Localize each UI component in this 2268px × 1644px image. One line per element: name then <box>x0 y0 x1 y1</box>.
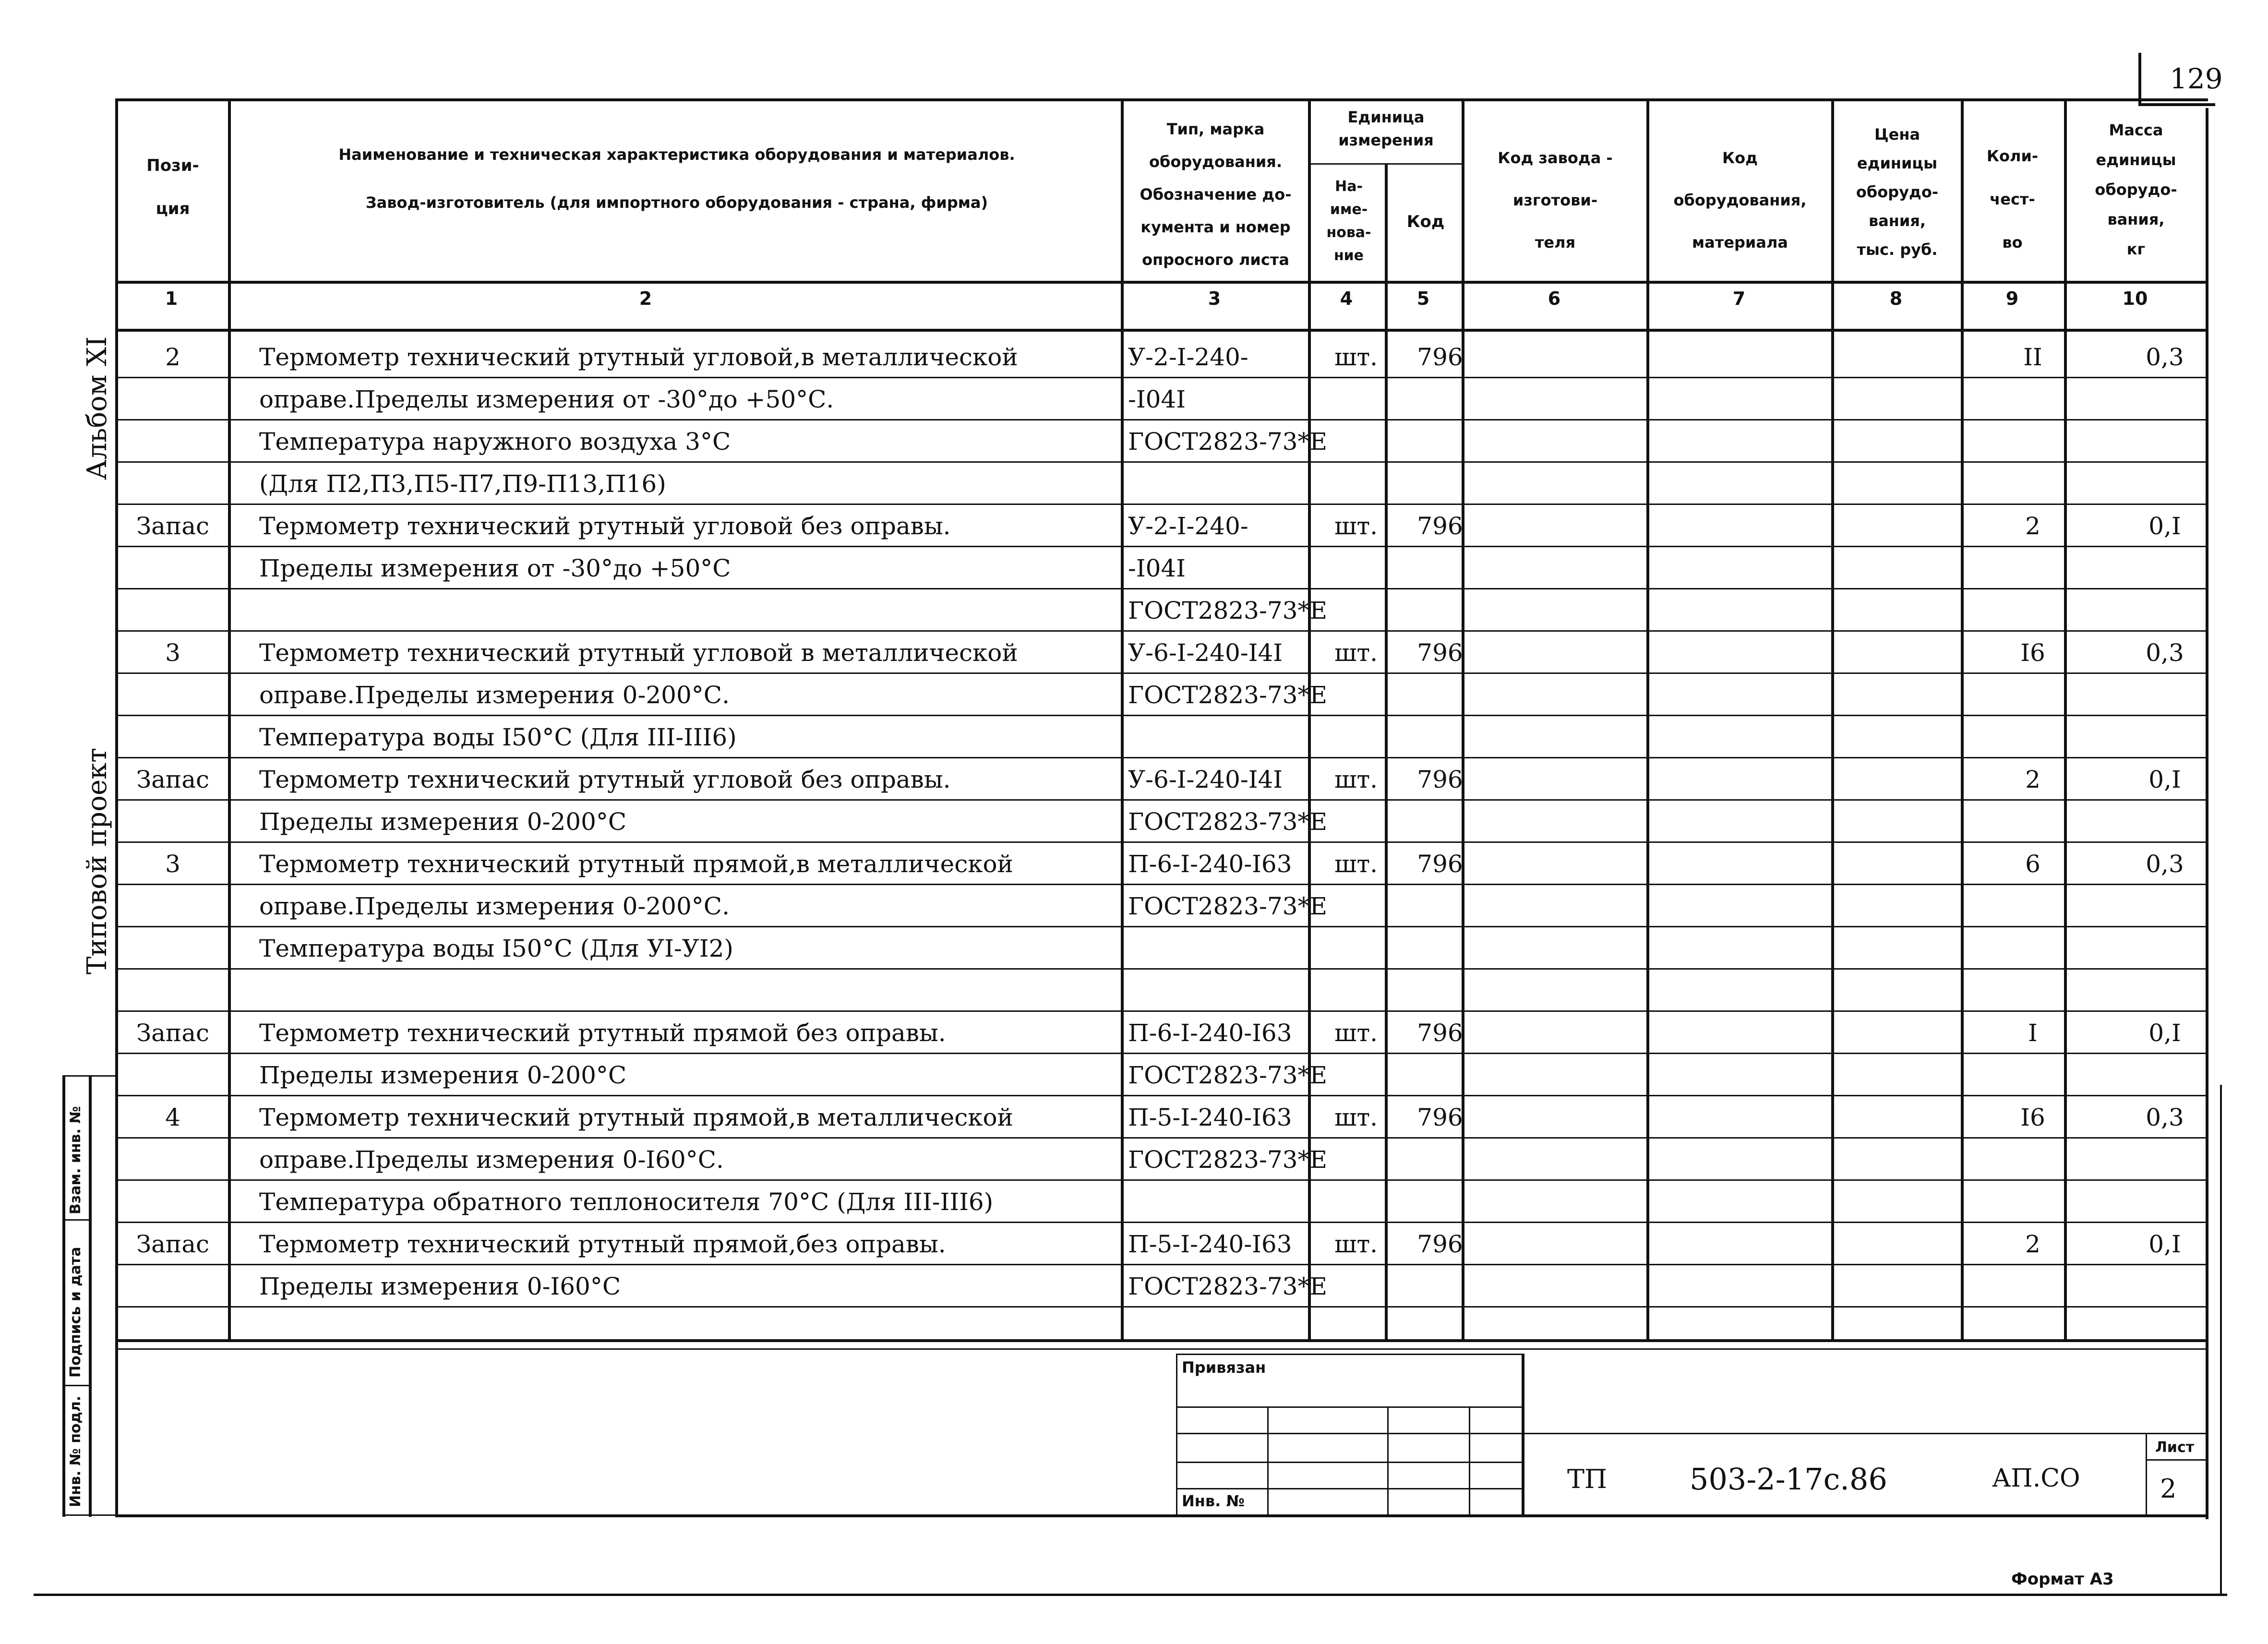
cell-unit <box>1315 1139 1397 1181</box>
column-number-5: 5 <box>1416 288 1430 309</box>
cell-unit-code: 796 <box>1417 1019 1463 1047</box>
cell-name: Температура обратного теплоносителя 70°С (Для III-III6) <box>259 1188 994 1216</box>
cell-unit <box>1315 970 1397 1012</box>
cell-unit: шт. <box>1334 850 1378 878</box>
table-row <box>115 674 2208 716</box>
bound-box-col1 <box>1267 1406 1269 1517</box>
table-row <box>115 1181 2208 1223</box>
title-row-top <box>1522 1433 2208 1434</box>
cell-unit <box>1315 420 1397 463</box>
table-row <box>115 716 2208 758</box>
cell-unit <box>1315 1181 1397 1223</box>
column-number-9: 9 <box>2005 288 2019 309</box>
cell-unit-code: 796 <box>1417 343 1463 371</box>
cell-mass <box>2098 1181 2232 1223</box>
unit-group-divider <box>1308 163 1462 165</box>
table-row <box>115 420 2208 463</box>
cell-unit-code <box>1387 1181 1493 1223</box>
cell-position <box>115 378 230 420</box>
cell-unit: шт. <box>1334 639 1378 667</box>
cell-type: ГОСТ2823-73*Е <box>1128 1061 1327 1089</box>
cell-position: 3 <box>165 850 180 878</box>
table-row <box>115 1139 2208 1181</box>
cell-name: (Для П2,П3,П5-П7,П9-П13,П16) <box>259 470 666 498</box>
cell-name: Термометр технический ртутный угловой,в металлической <box>259 343 1018 371</box>
table-row <box>115 1054 2208 1096</box>
table-row <box>115 885 2208 927</box>
table-row <box>115 463 2208 505</box>
cell-unit-code <box>1387 1139 1493 1181</box>
cell-mass: 0,I <box>2148 1230 2181 1258</box>
table-frame-bottom <box>115 1514 2208 1517</box>
cell-name: оправе.Пределы измерения 0-200°С. <box>259 892 730 920</box>
cell-quantity <box>1978 927 2088 970</box>
table-row <box>115 1012 2208 1054</box>
page-number-box-left <box>2138 53 2141 106</box>
bound-box-top <box>1176 1354 1522 1355</box>
cell-type: ГОСТ2823-73*Е <box>1128 1146 1327 1174</box>
table-row <box>115 1223 2208 1265</box>
cell-unit-code <box>1387 589 1493 632</box>
header-name-line2: Завод-изготовитель (для импортного оборудования - страна, фирма) <box>365 193 988 212</box>
cell-unit <box>1315 589 1397 632</box>
cell-mass: 0,I <box>2148 512 2181 540</box>
cell-type <box>1128 1308 1310 1350</box>
cell-unit-code <box>1387 463 1493 505</box>
cell-name: оправе.Пределы измерения 0-200°С. <box>259 681 730 709</box>
cell-mass: 0,3 <box>2146 1104 2184 1131</box>
table-row <box>115 801 2208 843</box>
table-row <box>115 843 2208 885</box>
cell-unit-code <box>1387 801 1493 843</box>
page-number: 129 <box>2170 62 2223 95</box>
column-number-6: 6 <box>1548 288 1561 309</box>
column-numbers-bottom <box>115 329 2208 332</box>
cell-quantity <box>1978 420 2088 463</box>
table-row <box>115 336 2208 378</box>
cell-unit <box>1315 378 1397 420</box>
cell-unit-code <box>1387 674 1493 716</box>
cell-quantity: I <box>2028 1019 2038 1047</box>
cell-unit-code <box>1387 885 1493 927</box>
cell-quantity <box>1978 1139 2088 1181</box>
cell-quantity: 6 <box>2025 850 2040 878</box>
cell-mass: 0,3 <box>2146 850 2184 878</box>
header-quantity: Коли- чест- во <box>1986 147 2039 252</box>
cell-type: П-6-I-240-I63 <box>1128 1019 1292 1047</box>
left-strip-bottom <box>62 1514 115 1516</box>
table-row <box>115 927 2208 970</box>
cell-name: Пределы измерения 0-200°С <box>259 1061 627 1089</box>
sheet-box-divider <box>2146 1459 2208 1461</box>
cell-unit: шт. <box>1334 766 1378 793</box>
table-row <box>115 970 2208 1012</box>
cell-type <box>1128 1181 1310 1223</box>
sheet-label: Лист <box>2155 1439 2195 1456</box>
cell-name: Термометр технический ртутный угловой без оправы. <box>259 512 951 540</box>
cell-mass: 0,3 <box>2146 639 2184 667</box>
cell-mass <box>2098 1139 2232 1181</box>
table-row <box>115 505 2208 547</box>
cell-position: 4 <box>165 1104 180 1131</box>
cell-type: У-2-I-240- <box>1128 512 1248 540</box>
inv-sub-label: Инв. № подл. <box>67 1395 84 1507</box>
cell-quantity <box>1978 970 2088 1012</box>
left-strip-top <box>62 1075 115 1077</box>
album-label: Альбом XI <box>82 336 113 480</box>
cell-position: 3 <box>165 639 180 667</box>
cell-unit <box>1315 1054 1397 1096</box>
cell-position <box>115 1308 230 1350</box>
cell-quantity <box>1978 801 2088 843</box>
bottom-rule <box>34 1594 2227 1596</box>
cell-position <box>115 420 230 463</box>
header-equipment-code: Код оборудования, материала <box>1673 149 1807 252</box>
cell-position <box>115 1181 230 1223</box>
cell-mass <box>2098 420 2232 463</box>
table-row <box>115 547 2208 589</box>
cell-type: ГОСТ2823-73*Е <box>1128 597 1327 624</box>
cell-position <box>115 1265 230 1308</box>
cell-type: ГОСТ2823-73*Е <box>1128 808 1327 836</box>
cell-unit <box>1315 801 1397 843</box>
cell-quantity: I6 <box>2020 1104 2045 1131</box>
header-factory-code: Код завода - изготови- теля <box>1498 149 1613 252</box>
cell-unit <box>1315 547 1397 589</box>
table-row <box>115 1265 2208 1308</box>
right-margin-rule <box>2220 1085 2222 1594</box>
cell-quantity <box>1978 589 2088 632</box>
cell-type <box>1128 927 1310 970</box>
cell-quantity: 2 <box>2025 512 2040 540</box>
header-type: Тип, марка оборудования. Обозначение до- кумента и номер опросного листа <box>1140 120 1292 269</box>
cell-unit-code: 796 <box>1417 766 1463 793</box>
cell-unit-code <box>1387 1265 1493 1308</box>
cell-type: -I04I <box>1128 385 1186 413</box>
bound-label: Привязан <box>1182 1358 1266 1377</box>
cell-type: ГОСТ2823-73*Е <box>1128 892 1327 920</box>
cell-position <box>115 716 230 758</box>
column-number-10: 10 <box>2122 288 2148 309</box>
cell-name: Термометр технический ртутный прямой,в металлической <box>259 850 1013 878</box>
cell-mass <box>2098 547 2232 589</box>
cell-unit-code <box>1387 927 1493 970</box>
cell-unit-code: 796 <box>1417 639 1463 667</box>
cell-mass <box>2098 927 2232 970</box>
cell-name: Термометр технический ртутный угловой без оправы. <box>259 766 951 793</box>
cell-mass <box>2098 716 2232 758</box>
cell-mass <box>2098 1308 2232 1350</box>
cell-mass: 0,I <box>2148 766 2181 793</box>
cell-mass <box>2098 463 2232 505</box>
cell-type: У-6-I-240-I4I <box>1128 766 1283 793</box>
table-row <box>115 1308 2208 1350</box>
cell-mass <box>2098 674 2232 716</box>
cell-quantity <box>1978 547 2088 589</box>
cell-name: Термометр технический ртутный прямой,без оправы. <box>259 1230 946 1258</box>
cell-quantity: 2 <box>2025 766 2040 793</box>
bound-box-left <box>1176 1354 1177 1517</box>
cell-name: Пределы измерения от -30°до +50°С <box>259 554 731 582</box>
project-code: 503-2-17с.86 <box>1690 1462 1887 1497</box>
left-strip-inner <box>89 1075 92 1517</box>
cell-unit-code <box>1387 420 1493 463</box>
table-top-border <box>115 98 2208 101</box>
left-strip-outer <box>62 1075 65 1517</box>
cell-position: 2 <box>165 343 180 371</box>
cell-quantity <box>1978 674 2088 716</box>
left-strip-div2 <box>62 1385 91 1386</box>
cell-unit <box>1315 1308 1397 1350</box>
table-row <box>115 758 2208 801</box>
sign-date-label: Подпись и дата <box>67 1247 84 1378</box>
cell-mass <box>2098 970 2232 1012</box>
cell-mass <box>2098 589 2232 632</box>
cell-type <box>1128 463 1310 505</box>
table-row <box>115 378 2208 420</box>
column-number-2: 2 <box>639 288 652 309</box>
cell-position <box>115 885 230 927</box>
bound-box-col2 <box>1387 1406 1389 1517</box>
cell-name: Температура воды I50°С (Для III-III6) <box>259 723 737 751</box>
cell-unit <box>1315 1265 1397 1308</box>
cell-name: Термометр технический ртутный прямой без оправы. <box>259 1019 946 1047</box>
cell-type: П-5-I-240-I63 <box>1128 1104 1292 1131</box>
cell-name: Термометр технический ртутный угловой в металлической <box>259 639 1018 667</box>
cell-type <box>1128 970 1310 1012</box>
cell-mass <box>2098 378 2232 420</box>
table-row <box>115 632 2208 674</box>
series-label: ТП <box>1567 1464 1608 1494</box>
left-strip-div1 <box>62 1219 91 1221</box>
cell-quantity <box>1978 1181 2088 1223</box>
cell-position: Запас <box>136 1019 210 1047</box>
cell-type <box>1128 716 1310 758</box>
table-row <box>115 589 2208 632</box>
header-mass: Масса единицы оборудо- вания, кг <box>2095 121 2177 258</box>
cell-quantity <box>1978 1308 2088 1350</box>
cell-unit: шт. <box>1334 343 1378 371</box>
cell-unit-code <box>1387 970 1493 1012</box>
cell-quantity <box>1978 463 2088 505</box>
cell-position: Запас <box>136 1230 210 1258</box>
cell-quantity: II <box>2023 343 2042 371</box>
cell-position: Запас <box>136 766 210 793</box>
project-label: Типовой проект <box>82 747 113 974</box>
cell-quantity <box>1978 885 2088 927</box>
cell-position: Запас <box>136 512 210 540</box>
cell-position <box>115 674 230 716</box>
cell-unit: шт. <box>1334 1104 1378 1131</box>
column-number-4: 4 <box>1340 288 1353 309</box>
cell-name: Пределы измерения 0-I60°С <box>259 1272 621 1300</box>
cell-name: оправе.Пределы измерения 0-I60°С. <box>259 1146 724 1174</box>
cell-type: ГОСТ2823-73*Е <box>1128 428 1327 456</box>
cell-name: Пределы измерения 0-200°С <box>259 808 627 836</box>
cell-quantity <box>1978 378 2088 420</box>
cell-name: Температура воды I50°С (Для УI-УI2) <box>259 935 733 962</box>
cell-type: ГОСТ2823-73*Е <box>1128 1272 1327 1300</box>
cell-quantity: 2 <box>2025 1230 2040 1258</box>
cell-quantity: I6 <box>2020 639 2045 667</box>
cell-unit-code: 796 <box>1417 1104 1463 1131</box>
replace-inv-label: Взам. инв. № <box>67 1106 84 1214</box>
cell-mass: 0,I <box>2148 1019 2181 1047</box>
header-unit-code: Код <box>1406 212 1445 231</box>
cell-type: П-5-I-240-I63 <box>1128 1230 1292 1258</box>
cell-unit <box>1315 885 1397 927</box>
header-bottom-border <box>115 281 2208 284</box>
cell-type: У-2-I-240- <box>1128 343 1248 371</box>
cell-type: -I04I <box>1128 554 1186 582</box>
header-name-line1: Наименование и техническая характеристика оборудования и материалов. <box>338 145 1015 164</box>
cell-unit: шт. <box>1334 1230 1378 1258</box>
cell-quantity <box>1978 1054 2088 1096</box>
cell-position <box>115 801 230 843</box>
cell-position <box>115 589 230 632</box>
header-price: Цена единицы оборудо- вания, тыс. руб. <box>1856 125 1939 259</box>
cell-name: Температура наружного воздуха 3°С <box>259 428 731 456</box>
cell-name <box>259 589 1219 632</box>
cell-type: ГОСТ2823-73*Е <box>1128 681 1327 709</box>
format-label: Формат А3 <box>2011 1570 2114 1589</box>
cell-mass <box>2098 885 2232 927</box>
cell-name <box>259 1308 1219 1350</box>
section-code: АП.СО <box>1992 1464 2080 1493</box>
bound-box-right <box>1522 1354 1524 1517</box>
cell-mass <box>2098 801 2232 843</box>
cell-unit-code <box>1387 1308 1493 1350</box>
cell-unit-code <box>1387 547 1493 589</box>
cell-unit-code <box>1387 378 1493 420</box>
cell-unit-code: 796 <box>1417 850 1463 878</box>
page-number-box-bottom <box>2138 103 2215 106</box>
cell-unit-code: 796 <box>1417 1230 1463 1258</box>
cell-mass <box>2098 1265 2232 1308</box>
bound-box-col3 <box>1469 1406 1470 1517</box>
header-unit-group: Единица измерения <box>1338 108 1434 149</box>
cell-type: П-6-I-240-I63 <box>1128 850 1292 878</box>
column-number-8: 8 <box>1889 288 1903 309</box>
cell-unit-code <box>1387 1054 1493 1096</box>
column-number-1: 1 <box>165 288 178 309</box>
sheet-number: 2 <box>2160 1474 2177 1504</box>
sheet-box-left <box>2146 1433 2147 1514</box>
cell-quantity <box>1978 716 2088 758</box>
column-number-7: 7 <box>1732 288 1746 309</box>
cell-unit <box>1315 927 1397 970</box>
cell-position <box>115 463 230 505</box>
cell-unit-code <box>1387 716 1493 758</box>
cell-name <box>259 970 1219 1012</box>
cell-mass: 0,3 <box>2146 343 2184 371</box>
cell-mass <box>2098 1054 2232 1096</box>
cell-position <box>115 927 230 970</box>
cell-unit <box>1315 463 1397 505</box>
inv-no-label: Инв. № <box>1182 1492 1245 1510</box>
cell-position <box>115 547 230 589</box>
cell-type: У-6-I-240-I4I <box>1128 639 1283 667</box>
row-divider <box>115 1348 2208 1350</box>
cell-unit <box>1315 674 1397 716</box>
cell-position <box>115 970 230 1012</box>
cell-name: оправе.Пределы измерения от -30°до +50°С. <box>259 385 834 413</box>
cell-name: Термометр технический ртутный прямой,в металлической <box>259 1104 1013 1131</box>
column-number-3: 3 <box>1208 288 1221 309</box>
cell-unit: шт. <box>1334 1019 1378 1047</box>
header-unit-name: На- име- нова- ние <box>1326 178 1371 264</box>
cell-unit: шт. <box>1334 512 1378 540</box>
cell-position <box>115 1139 230 1181</box>
cell-unit-code: 796 <box>1417 512 1463 540</box>
cell-position <box>115 1054 230 1096</box>
cell-quantity <box>1978 1265 2088 1308</box>
cell-unit <box>1315 716 1397 758</box>
header-pos: Пози- ция <box>146 156 199 218</box>
table-row <box>115 1096 2208 1139</box>
